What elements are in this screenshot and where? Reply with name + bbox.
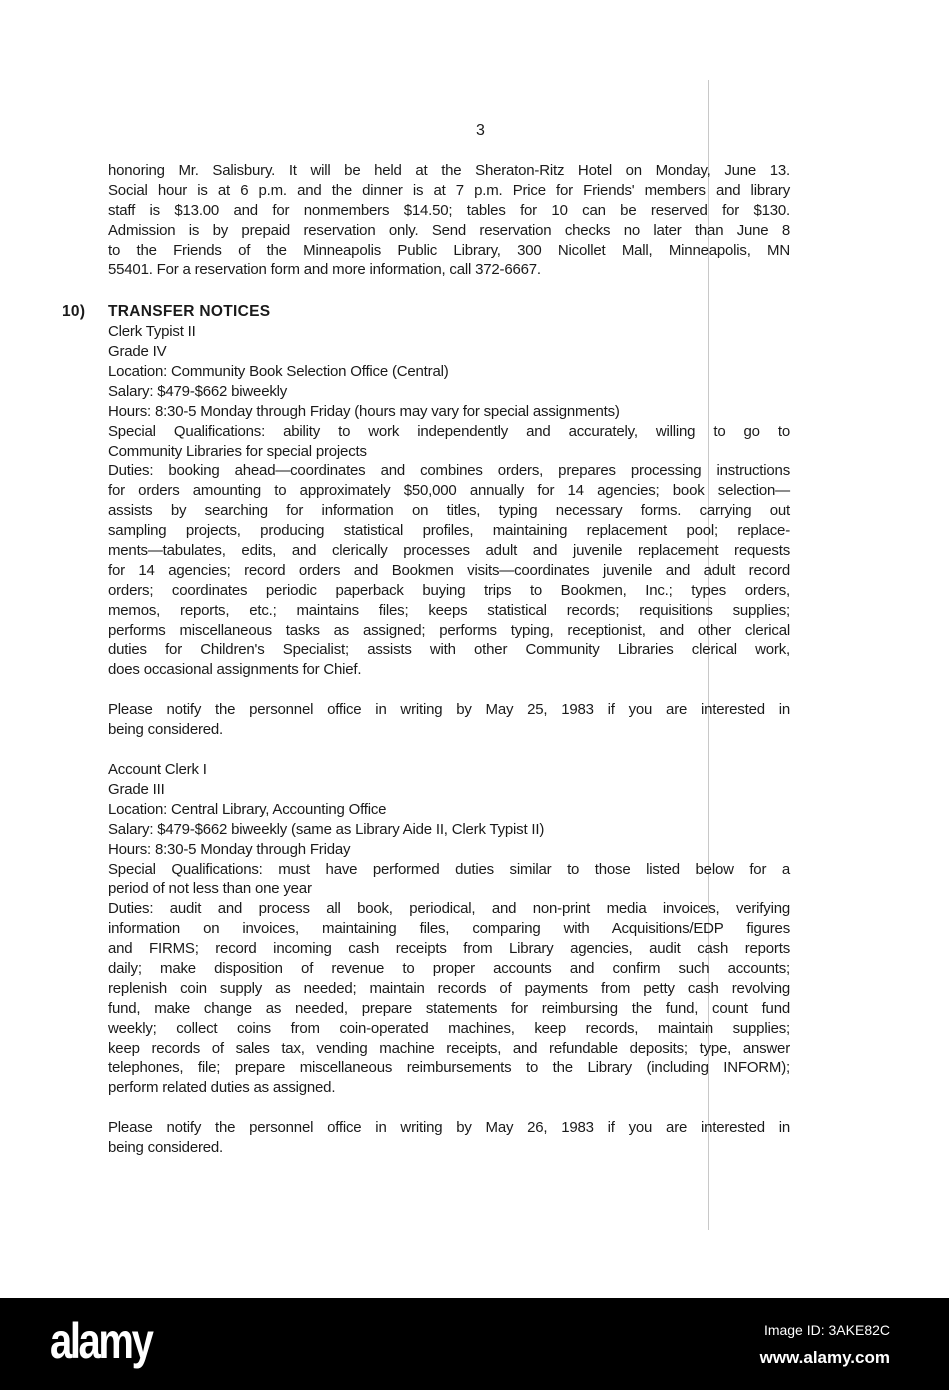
document-body xyxy=(62,161,790,1158)
intro-line: Admission is by prepaid reservation only. Send reservation checks no later than June 8 xyxy=(108,221,790,239)
job-detail-line: Location: Community Book Selection Office (Central) xyxy=(108,363,449,381)
intro-line: 55401. For a reservation form and more information, call 372-6667. xyxy=(108,261,541,279)
job-posting xyxy=(108,322,790,740)
section-number: 10) xyxy=(62,303,86,321)
site-url: www.alamy.com xyxy=(759,1348,890,1367)
job-detail-line: Grade III xyxy=(108,780,165,798)
duties-line: for 14 agencies; record orders and Bookmen visits—coordinates juvenile and adult record xyxy=(108,561,790,579)
section-heading xyxy=(62,302,790,322)
duties-line: Duties: booking ahead—coordinates and combines orders, prepares processing instructions xyxy=(108,462,790,480)
duties-line: keep records of sales tax, vending machine receipts, and refundable deposits; type, answer xyxy=(108,1039,790,1057)
duties-line: orders; coordinates periodic paperback buying trips to Bookmen, Inc.; types orders, xyxy=(108,581,790,599)
duties-line: for orders amounting to approximately $50,000 annually for 14 agencies; book selection— xyxy=(108,482,790,500)
duties-line: daily; make disposition of revenue to proper accounts and confirm such accounts; xyxy=(108,959,790,977)
intro-line: staff is $13.00 and for nonmembers $14.50; tables for 10 can be reserved for $130. xyxy=(108,201,790,219)
notice-line: Please notify the personnel office in writing by May 25, 1983 if you are interested in xyxy=(108,701,790,719)
job-detail-line: Salary: $479-$662 biweekly (same as Library Aide II, Clerk Typist II) xyxy=(108,820,545,838)
duties-line: Duties: audit and process all book, periodical, and non-print media invoices, verifying xyxy=(108,900,790,918)
duties-line: information on invoices, maintaining files, comparing with Acquisitions/EDP figures xyxy=(108,920,790,938)
duties-line: fund, make change as needed, prepare statements for reimbursing the fund, count fund xyxy=(108,999,790,1017)
page-number: 3 xyxy=(476,122,485,139)
duties-line: perform related duties as assigned. xyxy=(108,1079,336,1097)
job-detail-line: Hours: 8:30-5 Monday through Friday xyxy=(108,840,351,858)
intro-line: to the Friends of the Minneapolis Public Library, 300 Nicollet Mall, Minneapolis, MN xyxy=(108,241,790,259)
duties-line: ments—tabulates, edits, and clerically processes adult and juvenile replacement requests xyxy=(108,542,790,560)
qualifications-line: Special Qualifications: ability to work independently and accurately, willing to go to xyxy=(108,422,790,440)
job-detail-line: Salary: $479-$662 biweekly xyxy=(108,382,288,400)
duties-line: assists by searching for information on titles, typing necessary forms. carrying out xyxy=(108,502,790,520)
duties-line: duties for Children's Specialist; assists with other Community Libraries clerical work, xyxy=(108,641,790,659)
duties-line: and FIRMS; record incoming cash receipts from Library agencies, audit cash reports xyxy=(108,940,790,958)
duties-line: weekly; collect coins from coin-operated machines, keep records, maintain supplies; xyxy=(108,1019,790,1037)
intro-paragraph xyxy=(108,161,790,280)
alamy-logo: alamy xyxy=(50,1313,152,1369)
duties-line: sampling projects, producing statistical profiles, maintaining replacement pool; replace- xyxy=(108,522,790,540)
image-id: Image ID: 3AKE82C xyxy=(763,1322,890,1338)
job-detail-line: Grade IV xyxy=(108,343,167,361)
duties-line: performs miscellaneous tasks as assigned; performs typing, receptionist, and other clerical xyxy=(108,621,790,639)
duties-line: memos, reports, etc.; maintains files; keeps statistical records; requisitions supplies; xyxy=(108,601,790,619)
job-detail-line: Hours: 8:30-5 Monday through Friday (hours may vary for special assignments) xyxy=(108,402,620,420)
duties-line: does occasional assignments for Chief. xyxy=(108,661,362,679)
positions-list xyxy=(108,322,790,1158)
notice-line: being considered. xyxy=(108,721,224,739)
duties-line: replenish coin supply as needed; maintain records of payments from petty cash revolving xyxy=(108,979,790,997)
intro-line: honoring Mr. Salisbury. It will be held at the Sheraton-Ritz Hotel on Monday, June 13. xyxy=(108,162,790,179)
qualifications-line: period of not less than one year xyxy=(108,880,312,898)
job-posting xyxy=(108,740,790,1158)
qualifications-line: Special Qualifications: must have performed duties similar to those listed below for a xyxy=(108,860,790,878)
watermark-bar xyxy=(0,1298,949,1390)
job-detail-line: Location: Central Library, Accounting Office xyxy=(108,800,387,818)
duties-line: telephones, file; prepare miscellaneous reimbursements to the Library (including INFORM); xyxy=(108,1059,790,1077)
section-title: TRANSFER NOTICES xyxy=(108,303,271,321)
job-detail-line: Clerk Typist II xyxy=(108,323,196,341)
job-detail-line: Account Clerk I xyxy=(108,761,207,779)
notice-line: Please notify the personnel office in writing by May 26, 1983 if you are interested in xyxy=(108,1119,790,1137)
intro-line: Social hour is at 6 p.m. and the dinner is at 7 p.m. Price for Friends' members and library xyxy=(108,181,790,199)
qualifications-line: Community Libraries for special projects xyxy=(108,442,367,460)
notice-line: being considered. xyxy=(108,1139,224,1157)
